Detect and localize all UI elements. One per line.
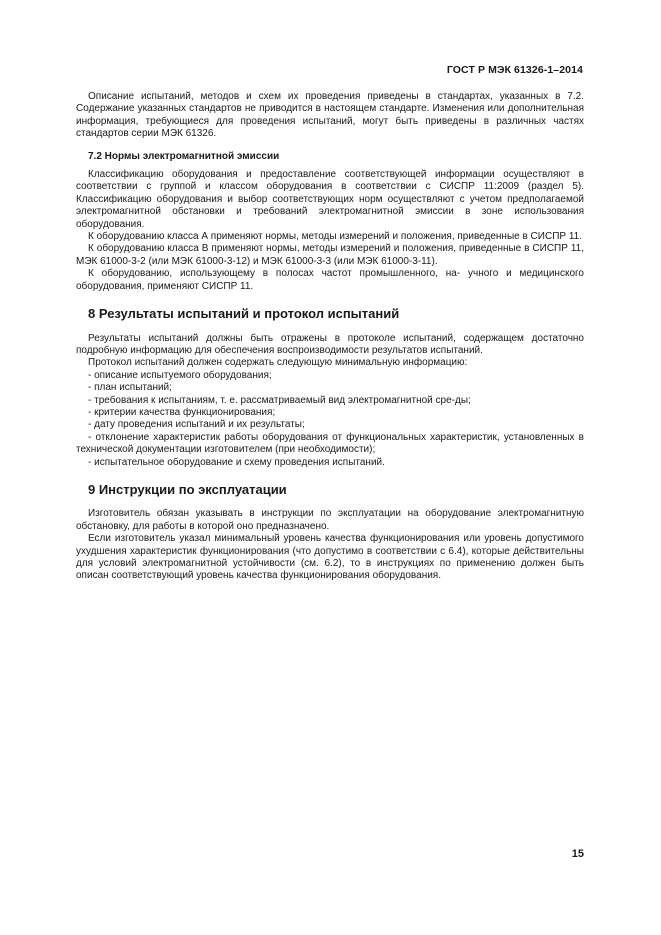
section-9-paragraph: Если изготовитель указал минимальный уровень качества функционирования или уровень допустимого ухудшения характеристик функционирования (что допустимо в соответствии с 6.4), которые действительны для условий электромагнитной устойчивости (см. 6.2), то в инструкциях по применению должен быть описан соответствующий уровень качества функционирования оборудования.	[76, 533, 584, 582]
section-8-list-item: - требования к испытаниям, т. е. рассматриваемый вид электромагнитной сре-ды;	[88, 394, 471, 406]
section-8-title: 8 Результаты испытаний и протокол испытаний	[88, 306, 400, 322]
section-7-2-paragraph: Классификацию оборудования и предоставление соответствующей информации осуществляют в соответствии с группой и классом оборудования в соответствии с СИСПР 11:2009 (раздел 5). Классификацию оборудования и выбор соответствующих норм осуществляют с учетом предполагаемой электромагнитной обстановки и требований электромагнитной эмиссии в зоне использования оборудования.	[76, 169, 584, 230]
section-7-2-paragraph: К оборудованию класса В применяют нормы, методы измерений и положения, приведенные в СИСПР 11, МЭК 61000-3-2 (или МЭК 61000-3-12) и МЭК 61000-3-3 (или МЭК 61000-3-11).	[76, 243, 584, 267]
section-8-list-item: - отклонение характеристик работы оборудования от функциональных характеристик, установленных в технической документации изготовителем (при необходимости);	[76, 431, 584, 456]
section-8-list-item: - план испытаний;	[88, 382, 172, 394]
intro-paragraph: Описание испытаний, методов и схем их проведения приведены в стандартах, указанных в 7.2. Содержание указанных стандартов не приводится в настоящем стандарте. Изменения или дополнительная информация, требующиеся для проведения испытаний, могут быть приведены в различных частях стандартов серии МЭК 61326.	[76, 91, 584, 140]
section-8-paragraph: Протокол испытаний должен содержать следующую минимальную информацию:	[88, 357, 468, 369]
section-8-list-item: - испытательное оборудование и схему проведения испытаний.	[88, 456, 385, 468]
section-7-2-paragraph: К оборудованию, использующему в полосах частот промышленного, на- учного и медицинского оборудования, применяют СИСПР 11.	[76, 268, 584, 292]
document-header: ГОСТ Р МЭК 61326-1–2014	[446, 64, 583, 76]
page-number: 15	[571, 848, 584, 860]
section-8-list-item: - дату проведения испытаний и их результаты;	[88, 419, 305, 431]
section-9-title: 9 Инструкции по эксплуатации	[88, 481, 287, 497]
section-9-paragraph: Изготовитель обязан указывать в инструкции по эксплуатации на оборудование электромагнитную обстановку, для работы в которой оно предназначено.	[76, 508, 584, 532]
section-8-list-item: - критерии качества функционирования;	[88, 406, 276, 418]
section-8-list-item: - описание испытуемого оборудования;	[88, 369, 272, 381]
document-body	[76, 91, 584, 583]
section-7-2-title: 7.2 Нормы электромагнитной эмиссии	[88, 150, 280, 162]
section-8-paragraph: Результаты испытаний должны быть отражены в протоколе испытаний, содержащем достаточно подробную информацию для обеспечения воспроизводимости результатов испытаний.	[76, 332, 584, 356]
section-7-2-paragraph: К оборудованию класса А применяют нормы, методы измерений и положения, приведенные в СИСПР 11.	[88, 231, 582, 243]
